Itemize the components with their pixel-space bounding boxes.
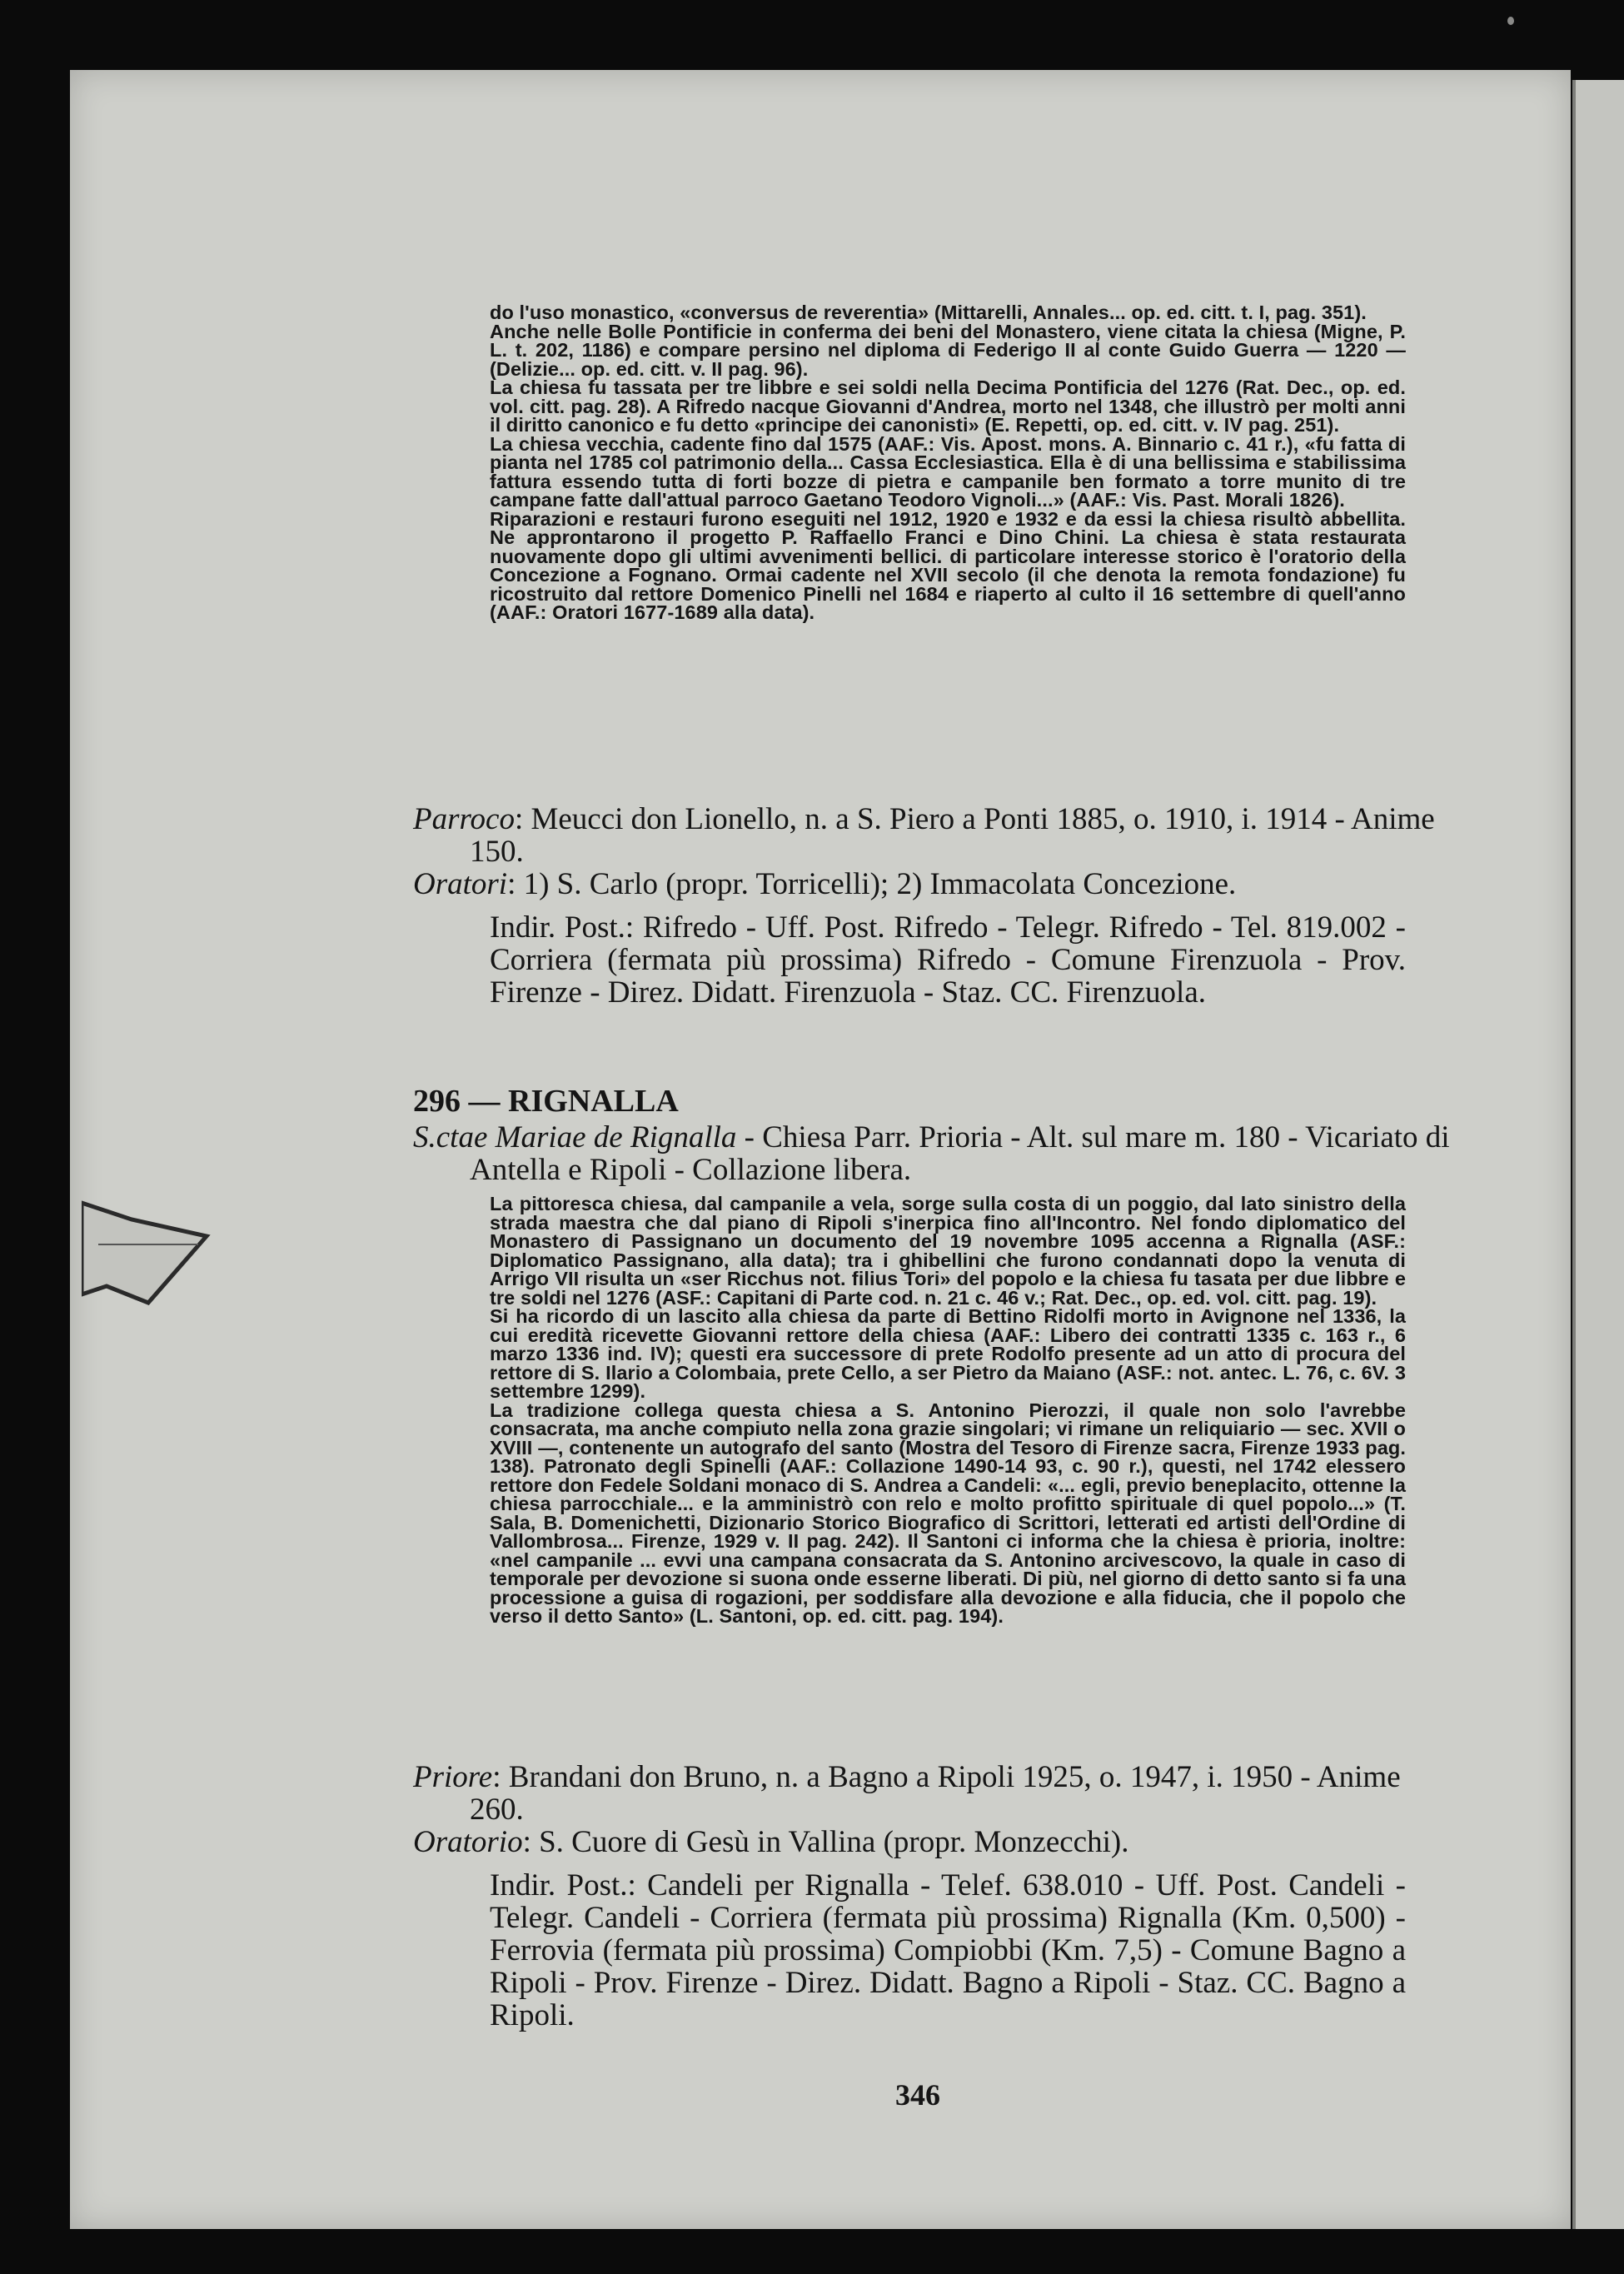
oratori-entry: Oratori: 1) S. Carlo (propr. Torricelli); 2) Immacolata Concezione. — [413, 867, 1237, 901]
corner-speck — [1507, 17, 1514, 25]
note-paragraph: La chiesa vecchia, cadente fino dal 1575 (AAF.: Vis. Apost. mons. A. Binnario c. 41 r.), «fu fatta di pianta nel 1785 col patrimonio della... Cassa Ecclesiastica. Ella è di una bellissima e stabilissima fattura essendo tutta di forti bozze di pietra e campanile ben formato a torre munito di tre campane fatte dall'attual parroco Gaetano Teodoro Vignoli...» (AAF.: Vis. Past. Morali 1826). — [490, 432, 1406, 511]
oratori-label: Oratori — [413, 867, 508, 901]
parroco-entry: Parroco: Meucci don Lionello, n. a S. Piero a Ponti 1885, o. 1910, i. 1914 - Anime 150. — [413, 802, 1435, 869]
priore-label: Priore — [413, 1760, 493, 1794]
note-paragraph: Riparazioni e restauri furono eseguiti nel 1912, 1920 e 1932 e da essi la chiesa risultò abbellita. Ne approntarono il progetto P. Raffaello Franci e Dino Chini. La chiesa è stata restaurata nuovamente dopo gli ultimi avvenimenti bellici. di particolare interesse storico è l'oratorio della Concezione a Fognano. Ormai cadente nel XVII secolo (il che denota la remota fondazione) fu ricostruito dal rettore Domenico Pinelli nel 1684 e riaperto al culto il 16 settembre di quell'anno (AAF.: Oratori 1677-1689 alla data). — [490, 507, 1406, 623]
book-page — [70, 70, 1571, 2229]
parroco-text: Meucci don Lionello, n. a S. Piero a Ponti 1885, o. 1910, i. 1914 - Anime 150. — [470, 802, 1435, 869]
rifredo-address: Indir. Post.: Rifredo - Uff. Post. Rifredo - Telegr. Rifredo - Tel. 819.002 - Corriera (fermata più prossima) Rifredo - Comune Firenzuola - Prov. Firenze - Direz. Didatt. Firenzuola - Staz. CC. Firenzuola. — [490, 910, 1406, 1010]
facing-page-edge — [1572, 80, 1624, 2229]
rifredo-notes — [490, 303, 1406, 622]
page-number: 346 — [895, 2078, 940, 2112]
rignalla-notes — [490, 1194, 1406, 1626]
oratorio-label: Oratorio — [413, 1825, 523, 1859]
oratorio-text: S. Cuore di Gesù in Vallina (propr. Monzecchi). — [539, 1825, 1129, 1859]
note-paragraph: Anche nelle Bolle Pontificie in conferma dei beni del Monastero, viene citata la chiesa (Migne, P. L. t. 202, 1186) e compare persino nel diploma di Federigo II al conte Guido Guerra — 1220 — (Delizie... op. ed. citt. v. II pag. 96). — [490, 320, 1406, 380]
paper-clip-icon — [82, 1186, 215, 1311]
rignalla-address: Indir. Post.: Candeli per Rignalla - Telef. 638.010 - Uff. Post. Candeli - Telegr. Candeli - Corriera (fermata più prossima) Rignalla (Km. 0,500) - Ferrovia (fermata più prossima) Compiobbi (Km. 7,5) - Comune Bagno a Ripoli - Prov. Firenze - Direz. Didatt. Bagno a Ripoli - Staz. CC. Bagno a Ripoli. — [490, 1868, 1406, 2032]
oratorio-entry: Oratorio: S. Cuore di Gesù in Vallina (propr. Monzecchi). — [413, 1825, 1129, 1859]
priore-entry: Priore: Brandani don Bruno, n. a Bagno a Ripoli 1925, o. 1947, i. 1950 - Anime 260. — [413, 1760, 1401, 1827]
intro-text: - Chiesa Parr. Prioria - Alt. sul mare m. 180 - Vicariato di Antella e Ripoli - Collazione libera. — [470, 1120, 1450, 1187]
section-heading: 296 — RIGNALLA — [413, 1084, 679, 1119]
note-paragraph: La chiesa fu tassata per tre libbre e sei soldi nella Decima Pontificia del 1276 (Rat. Dec., op. ed. vol. citt. pag. 28). A Rifredo nacque Giovanni d'Andrea, morto nel 1348, che illustrò per molti anni il diritto canonico e fu detto «principe dei canonisti» (E. Repetti, op. ed. citt. v. IV pag. 251). — [490, 377, 1406, 436]
note-paragraph: La pittoresca chiesa, dal campanile a vela, sorge sulla costa di un poggio, dal lato sinistro della strada maestra che dal piano di Ripoli s'inerpica fino all'Incontro. Nel fondo diplomatico del Monastero di Passignano un documento del 19 novembre 1095 accenna a Rignalla (ASF.: Diplomatico Passignano, alla data); tra i ghibellini che furono condannati dopo la venuta di Arrigo VII risulta un «ser Ricchus not. filius Tori» del popolo e la chiesa fu tasata per due libbre e tre soldi nel 1276 (ASF.: Capitani di Parte cod. n. 21 c. 46 v.; Rat. Dec., op. ed. vol. citt. pag. 19). — [490, 1193, 1406, 1309]
latin-name: S.ctae Mariae de Rignalla — [413, 1120, 737, 1154]
oratori-text: 1) S. Carlo (propr. Torricelli); 2) Immacolata Concezione. — [523, 867, 1237, 901]
priore-text: Brandani don Bruno, n. a Bagno a Ripoli 1925, o. 1947, i. 1950 - Anime 260. — [470, 1760, 1401, 1827]
note-paragraph: La tradizione collega questa chiesa a S. Antonino Pierozzi, il quale non solo l'avrebbe consacrata, ma anche compiuto nella zona grazie singolari; vi rimane un reliquiario — sec. XVII o XVIII —, contenente un autografo del santo (Mostra del Tesoro di Firenze sacra, Firenze 1933 pag. 138). Patronato degli Spinelli (AAF.: Collazione 1490-14 93, c. 90 r.), questi, nel 1742 elessero rettore don Fedele Soldani monaco di S. Andrea a Candeli: «... egli, previo beneplacito, ottenne la chiesa parrocchiale... e la amministrò con relo e molto profitto spirituale di quel popolo...» (T. Sala, B. Domenichetti, Dizionario Storico Biografico di Scrittori, letterati ed artisti dell'Ordine di Vallombrosa... Firenze, 1929 v. II pag. 242). Il Santoni ci informa che la chiesa è prioria, inoltre: «nel campanile ... evvi una campana consacrata da S. Antonino arcivescovo, la quale in caso di temporale per devozione si suona onde esserne liberati. Di più, nel giorno di detto santo si fa una processione a guisa di rogazioni, per soddisfare alla devozione e alla fiducia, che il popolo che verso il detto Santo» (L. Santoni, op. ed. citt. pag. 194). — [490, 1399, 1406, 1627]
note-paragraph: do l'uso monastico, «conversus de reverentia» (Mittarelli, Annales... op. ed. citt. t. I, pag. 351). — [490, 302, 1367, 323]
rignalla-intro — [413, 1121, 1461, 1186]
parroco-label: Parroco — [413, 802, 515, 836]
note-paragraph: Si ha ricordo di un lascito alla chiesa da parte di Bettino Ridolfi morto in Avignone nel 1336, la cui eredità ricevette Giovanni rettore della chiesa (AAF.: Libero dei contratti 1335 c. 163 r., 6 marzo 1336 ind. IV); questi era successore di prete Rodolfo presente ad un atto di procura del rettore di S. Ilario a Colombaia, prete Cello, a ser Pietro da Maiano (ASF.: not. antec. L. 76, c. 6V. 3 settembre 1299). — [490, 1305, 1406, 1402]
